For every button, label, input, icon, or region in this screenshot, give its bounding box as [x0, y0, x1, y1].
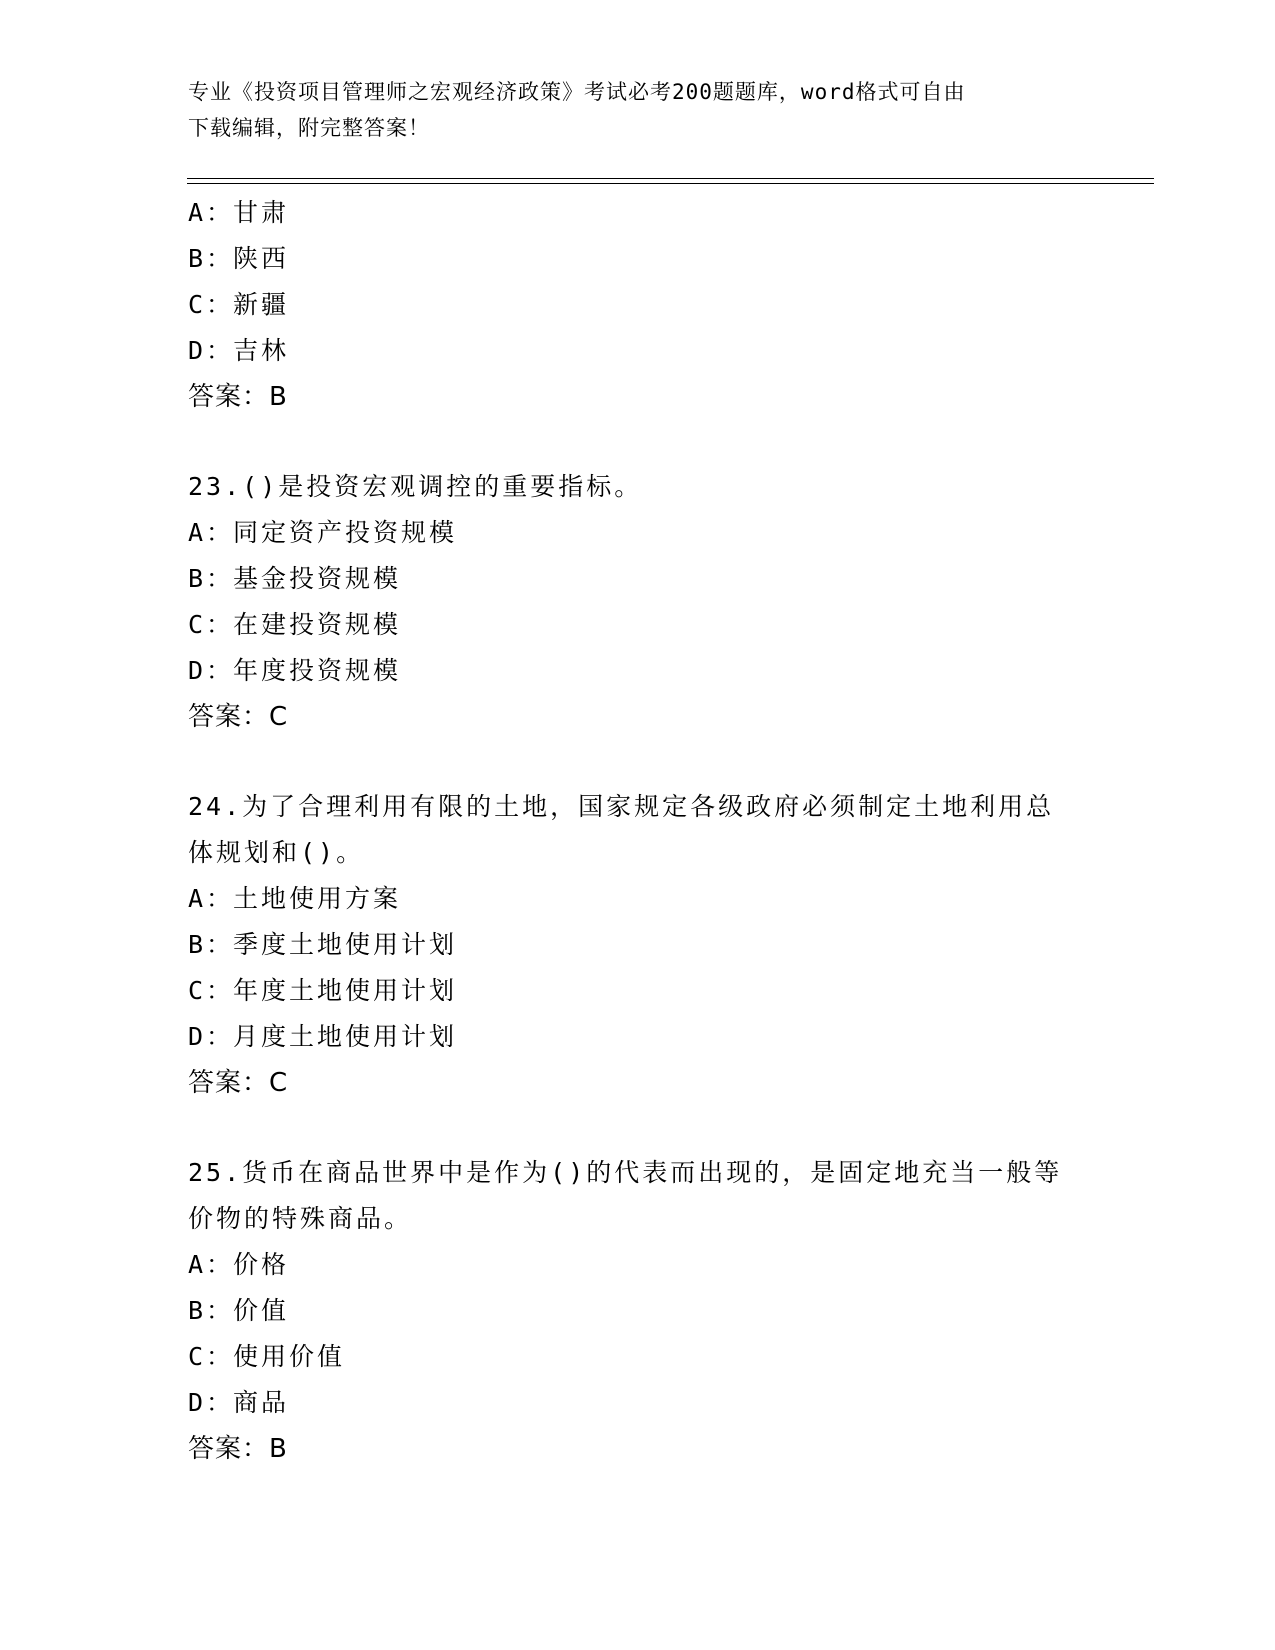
option-text: 季度土地使用计划: [233, 930, 458, 959]
option-text: 基金投资规模: [233, 564, 402, 593]
option-b: [188, 556, 1088, 602]
option-a: [188, 190, 1088, 236]
option-a: [188, 510, 1088, 556]
option-key: B：: [188, 930, 235, 959]
option-key: C：: [188, 290, 235, 319]
option-b: [188, 922, 1088, 968]
question-22: [188, 190, 1088, 420]
option-key: D：: [188, 336, 235, 365]
question-stem-line-2: 体规划和()。: [188, 838, 365, 867]
option-a: [188, 1242, 1088, 1288]
option-text: 年度土地使用计划: [233, 976, 458, 1005]
option-key: C：: [188, 976, 235, 1005]
option-key: A：: [188, 884, 235, 913]
option-c: [188, 968, 1088, 1014]
option-text: 在建投资规模: [233, 610, 402, 639]
option-text: 甘肃: [233, 198, 290, 227]
option-text: 新疆: [233, 290, 290, 319]
question-stem: 23.()是投资宏观调控的重要指标。: [188, 472, 643, 501]
option-text: 价值: [233, 1296, 290, 1325]
option-b: [188, 1288, 1088, 1334]
option-d: [188, 648, 1088, 694]
option-key: C：: [188, 1342, 235, 1371]
option-key: B：: [188, 1296, 235, 1325]
option-text: 年度投资规模: [233, 656, 402, 685]
option-key: B：: [188, 564, 235, 593]
header-line-2: 下载编辑，附完整答案！: [188, 116, 430, 140]
answer-line: 答案：C: [188, 1068, 289, 1098]
answer-line: 答案：B: [188, 382, 288, 412]
option-key: D：: [188, 1022, 235, 1051]
option-key: B：: [188, 244, 235, 273]
option-text: 吉林: [233, 336, 290, 365]
question-stem-line-2: 价物的特殊商品。: [188, 1204, 413, 1233]
option-text: 商品: [233, 1388, 290, 1417]
option-c: [188, 282, 1088, 328]
option-text: 价格: [233, 1250, 290, 1279]
option-d: [188, 328, 1088, 374]
option-c: [188, 602, 1088, 648]
option-d: [188, 1380, 1088, 1426]
option-key: C：: [188, 610, 235, 639]
header-line-1: 专业《投资项目管理师之宏观经济政策》考试必考200题题库，word格式可自由: [188, 80, 966, 104]
option-text: 使用价值: [233, 1342, 346, 1371]
option-text: 陕西: [233, 244, 290, 273]
option-text: 同定资产投资规模: [233, 518, 458, 547]
option-text: 土地使用方案: [233, 884, 402, 913]
question-25: [188, 1150, 1088, 1472]
question-stem-line-1: 25.货币在商品世界中是作为()的代表而出现的，是固定地充当一般等: [188, 1158, 1063, 1187]
option-key: A：: [188, 518, 235, 547]
option-c: [188, 1334, 1088, 1380]
option-key: A：: [188, 198, 235, 227]
option-text: 月度土地使用计划: [233, 1022, 458, 1051]
question-24: [188, 784, 1088, 1106]
answer-line: 答案：C: [188, 702, 289, 732]
header-rule-bottom: [187, 183, 1154, 184]
option-b: [188, 236, 1088, 282]
questions-content: [188, 190, 1088, 1472]
question-stem-line-1: 24.为了合理利用有限的土地，国家规定各级政府必须制定土地利用总: [188, 792, 1055, 821]
option-key: A：: [188, 1250, 235, 1279]
option-d: [188, 1014, 1088, 1060]
question-23: [188, 464, 1088, 740]
header-rule-top: [187, 178, 1154, 179]
option-key: D：: [188, 1388, 235, 1417]
option-key: D：: [188, 656, 235, 685]
answer-line: 答案：B: [188, 1434, 288, 1464]
option-a: [188, 876, 1088, 922]
document-header: [188, 74, 1068, 146]
